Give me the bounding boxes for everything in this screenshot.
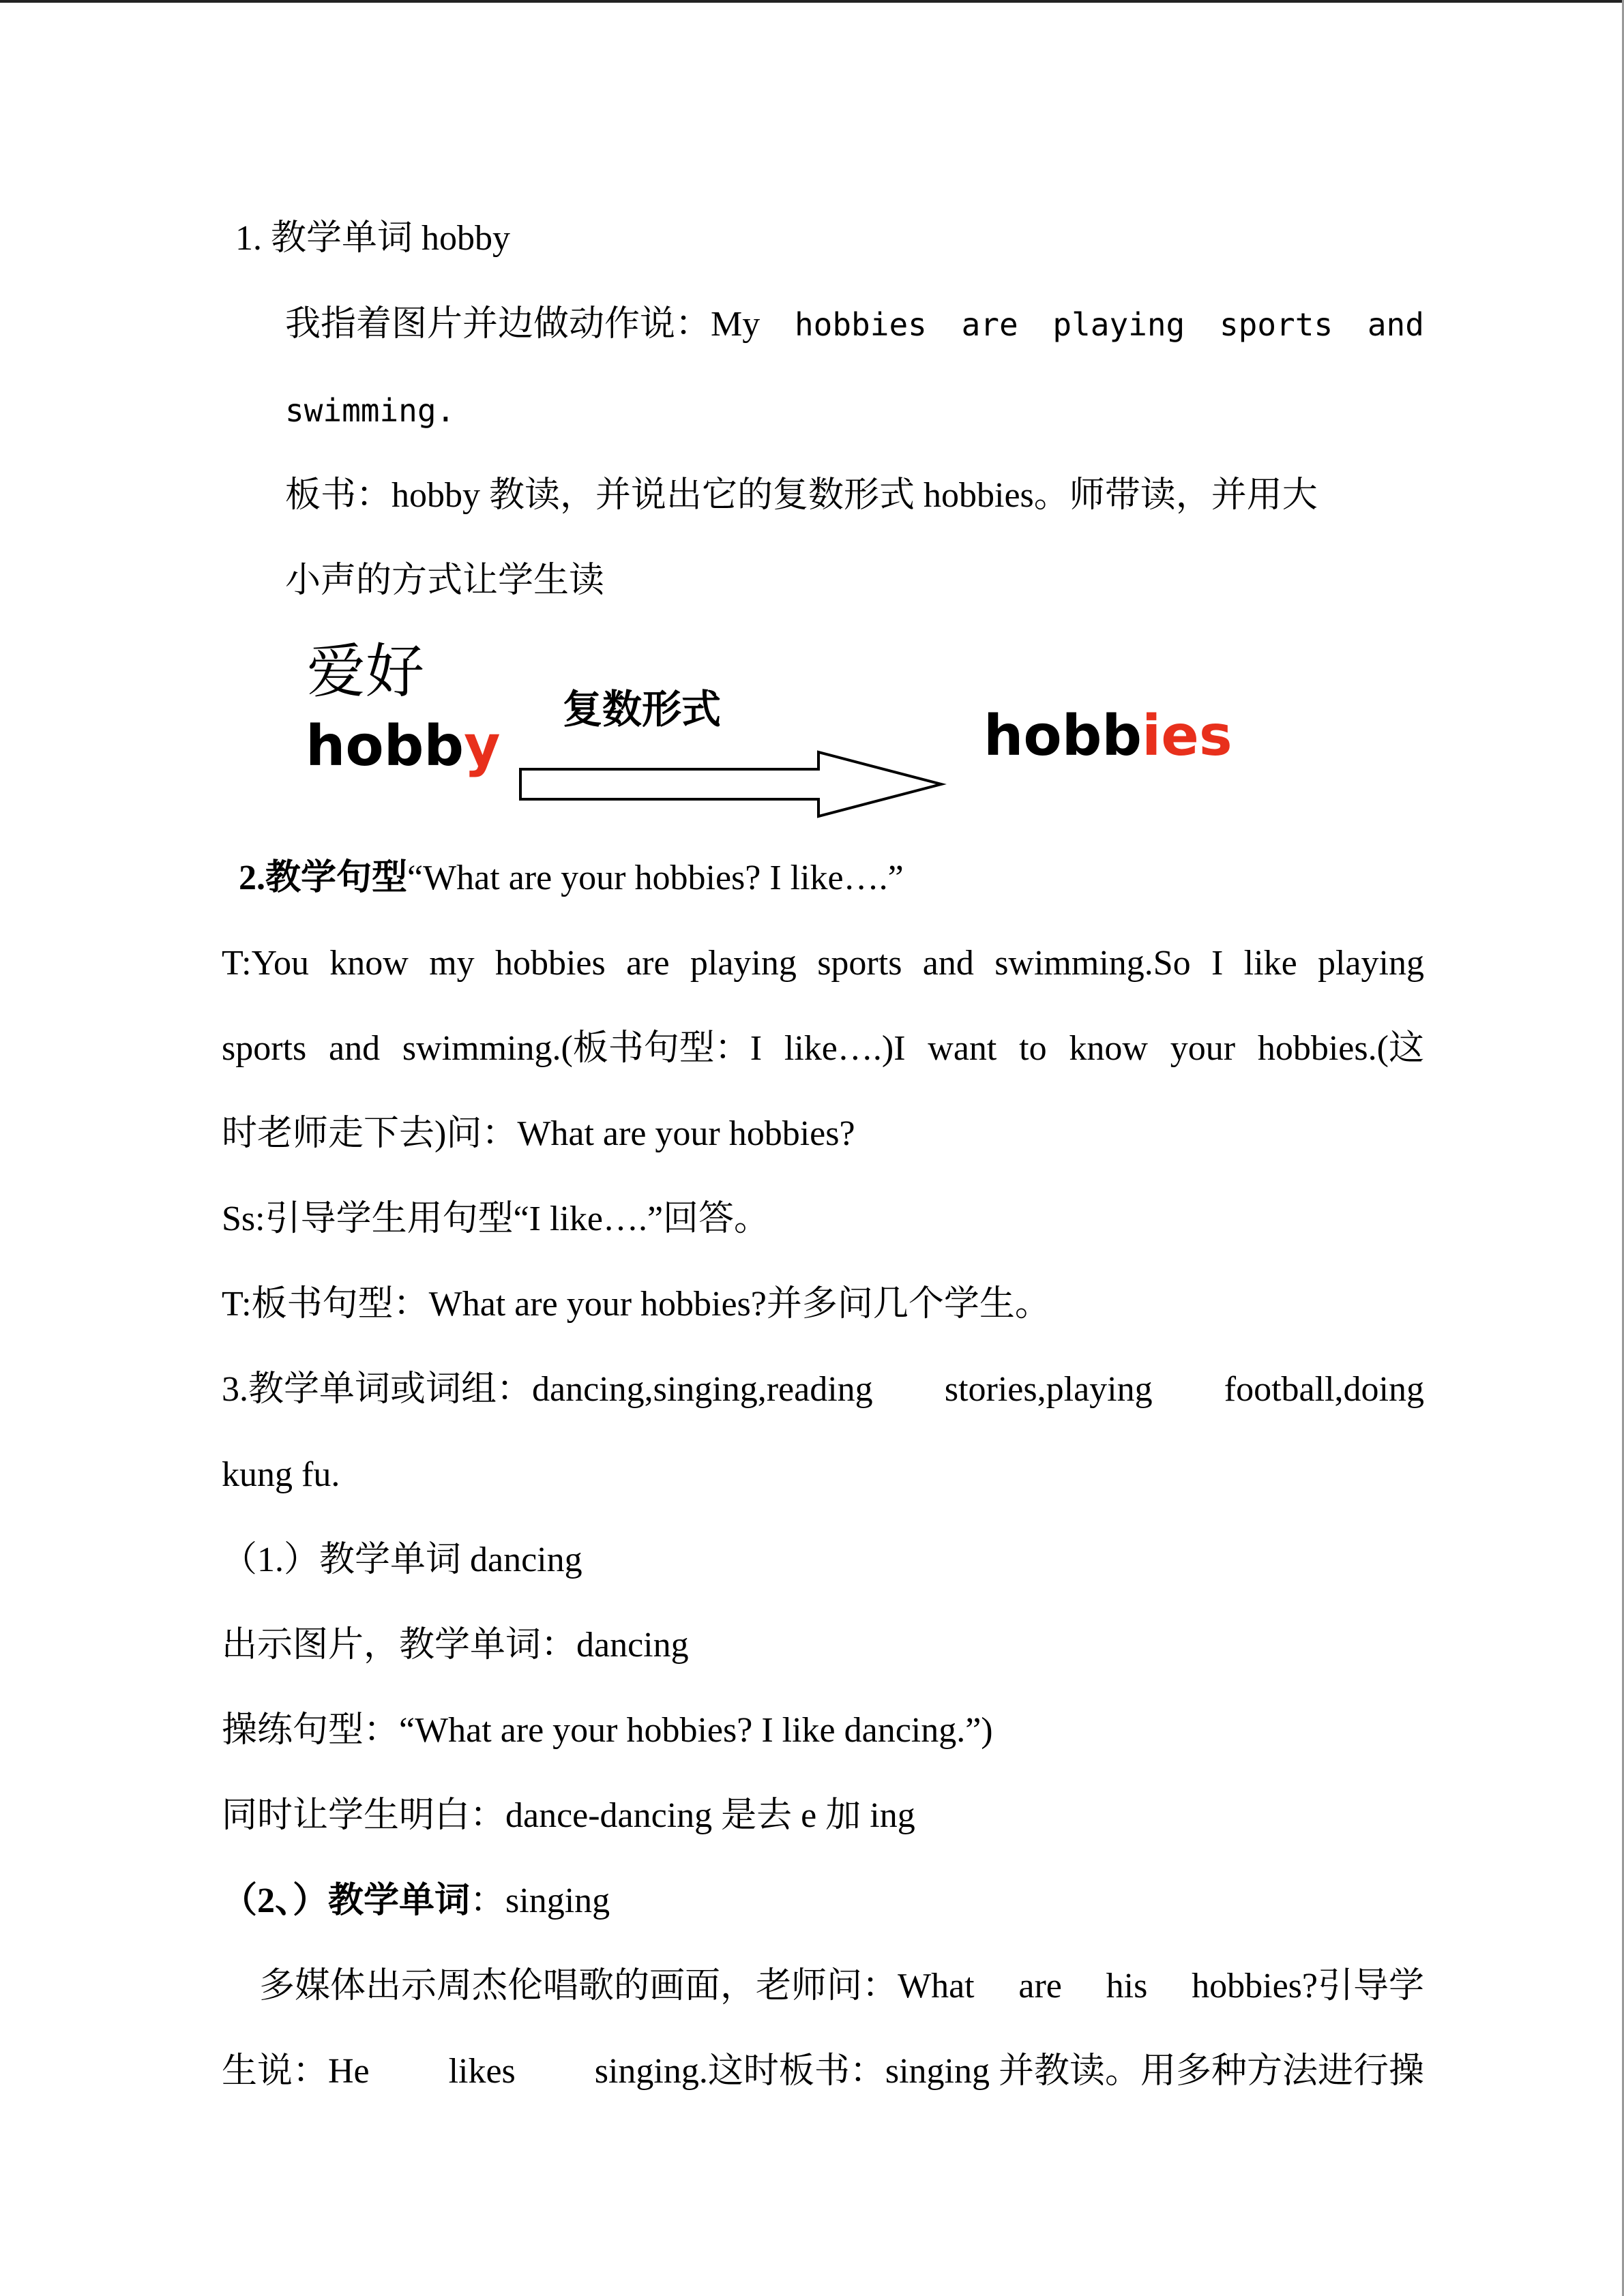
text-word: 生说：He [222,2052,370,2091]
text-word: know [1069,1029,1148,1068]
s2-line-5: T:板书句型：What are your hobbies?并多问几个学生。 [222,1285,1050,1324]
subsection-2-heading-bold: （2、）教学单词 [222,1881,471,1920]
text-word: playing [1317,944,1424,983]
right-arrow-icon [518,750,948,818]
arrow-caption: 复数形式 [563,686,722,732]
text-word: and [329,1029,381,1068]
text-word: hobbies [494,944,606,983]
text-word: playing [1052,306,1185,343]
text-word: sports [1219,306,1333,343]
subsection-2-paragraph-line-2 [222,2051,1424,2092]
subsection-1-heading: （1.）教学单词 dancing [222,1540,582,1579]
chinese-word-hobby: 爱好 [307,638,424,706]
section-2-heading [239,858,904,899]
text-word: likes [448,2052,516,2091]
subsection-2-heading-text: ：singing [470,1881,610,1920]
text-word: 我指着图片并边做动作说：My [285,305,761,344]
text-word: hobbies?引导学 [1192,1967,1424,2006]
text-word: my [429,944,475,983]
plural-ending: ies [1142,704,1232,769]
s2-line-2 [222,1028,1424,1069]
singular-stem: hobb [306,714,464,779]
s1-paragraph-2-line-2: 小声的方式让学生读 [285,561,605,600]
plural-stem: hobb [984,704,1142,769]
s1-paragraph-1-line-1 [285,304,1424,345]
text-word: like….)I [784,1029,906,1068]
text-word: know [329,944,409,983]
text-word: to [1019,1029,1047,1068]
text-word: are [1018,1967,1062,2006]
text-word: hobbies [794,306,927,343]
text-word: hobbies.(这 [1257,1029,1424,1068]
singular-ending: y [464,714,501,779]
text-word: football,doing [1224,1370,1424,1409]
s2-line-4: Ss:引导学生用句型“I like….”回答。 [222,1199,770,1238]
plural-form-diagram [293,638,1232,815]
text-word: are [961,306,1018,343]
text-word: his [1106,1967,1148,2006]
text-word: are [626,944,670,983]
subsection-1-line-2: 操练句型：“What are your hobbies? I like dancing.”) [222,1711,993,1750]
plural-word [984,702,1232,771]
text-word: your [1170,1029,1236,1068]
s2-line-3: 时老师走下去)问：What are your hobbies? [222,1114,855,1153]
text-word: swimming.(板书句型：I [402,1029,763,1068]
text-word: I [1211,944,1224,983]
text-word: like [1243,944,1297,983]
text-word: T:You [222,944,309,983]
text-word: sports [817,944,902,983]
text-word: want [928,1029,997,1068]
subsection-1-line-1: 出示图片，教学单词：dancing [222,1626,689,1665]
text-word: and [922,944,974,983]
s2-line-1 [222,943,1424,984]
subsection-1-line-3: 同时让学生明白：dance-dancing 是去 e 加 ing [222,1796,915,1835]
s1-paragraph-2-line-1: 板书：hobby 教读，并说出它的复数形式 hobbies。师带读，并用大 [285,476,1318,515]
text-word: 多媒体出示周杰伦唱歌的画面，老师问：What [259,1967,975,2006]
s1-paragraph-1-line-2: swimming. [285,392,456,429]
text-word: stories,playing [944,1370,1153,1409]
s3-line-1 [222,1369,1424,1410]
section-2-heading-bold: 2.教学句型 [239,859,408,897]
page-top-border [0,0,1624,3]
text-word: singing.这时板书：singing 并教读。用多种方法进行操 [594,2052,1424,2091]
subsection-2-heading [222,1881,610,1922]
text-word: and [1367,306,1424,343]
text-word: 3.教学单词或词组：dancing,singing,reading [222,1370,873,1409]
text-word: swimming.So [994,944,1191,983]
subsection-2-paragraph-line-1 [259,1966,1424,2007]
s3-line-2: kung fu. [222,1455,340,1494]
singular-word [306,713,501,781]
text-word: playing [690,944,797,983]
section-2-heading-text: “What are your hobbies? I like….” [407,859,904,897]
section-1-heading: 1. 教学单词 hobby [235,219,511,258]
text-word: sports [222,1029,307,1068]
